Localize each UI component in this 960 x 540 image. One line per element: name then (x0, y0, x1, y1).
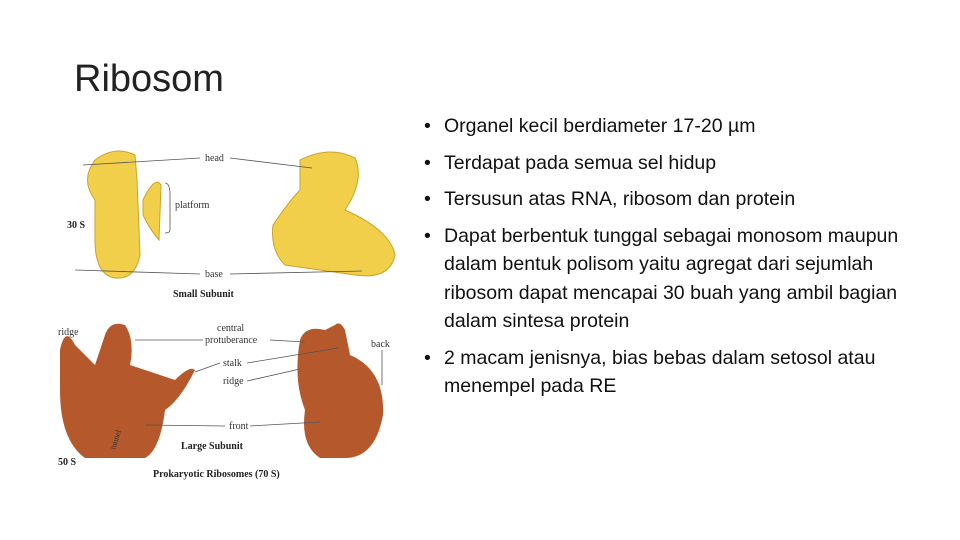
label-front: front (229, 421, 249, 432)
label-head: head (205, 153, 224, 164)
label-protuberance: protuberance (205, 335, 258, 346)
label-base: base (205, 269, 223, 280)
slide-title: Ribosom (74, 58, 224, 100)
label-platform: platform (175, 200, 210, 211)
label-central: central (217, 323, 245, 334)
figure-caption: Prokaryotic Ribosomes (70 S) (153, 469, 280, 480)
label-tunnel: tunnel (108, 428, 124, 451)
small-subunit-left (88, 151, 162, 278)
label-ridge: ridge (223, 376, 244, 387)
bullet-item: • Terdapat pada semua sel hidup (424, 149, 924, 178)
label-50s: 50 S (58, 457, 77, 468)
bullet-item: • Tersusun atas RNA, ribosom dan protein (424, 185, 924, 214)
large-subunit-left (60, 324, 195, 458)
label-back: back (371, 339, 390, 350)
label-30s: 30 S (67, 220, 86, 231)
small-subunit-right (273, 152, 396, 276)
label-ridge-left: ridge (58, 327, 79, 338)
label-small-subunit: Small Subunit (173, 289, 234, 300)
bullet-item: • Organel kecil berdiameter 17-20 µm (424, 112, 924, 141)
bullet-list (424, 112, 924, 409)
label-large-subunit: Large Subunit (181, 441, 243, 452)
bullet-item: • 2 macam jenisnya, bias bebas dalam setosol atau menempel pada RE (424, 344, 924, 401)
bullet-item: • Dapat berbentuk tunggal sebagai monosom maupun dalam bentuk polisom yaitu agregat dari sejumlah ribosom dapat mencapai 30 buah yang ambil bagian dalam sintesa protein (424, 222, 924, 336)
ribosome-diagram (55, 140, 405, 480)
label-stalk: stalk (223, 358, 242, 369)
